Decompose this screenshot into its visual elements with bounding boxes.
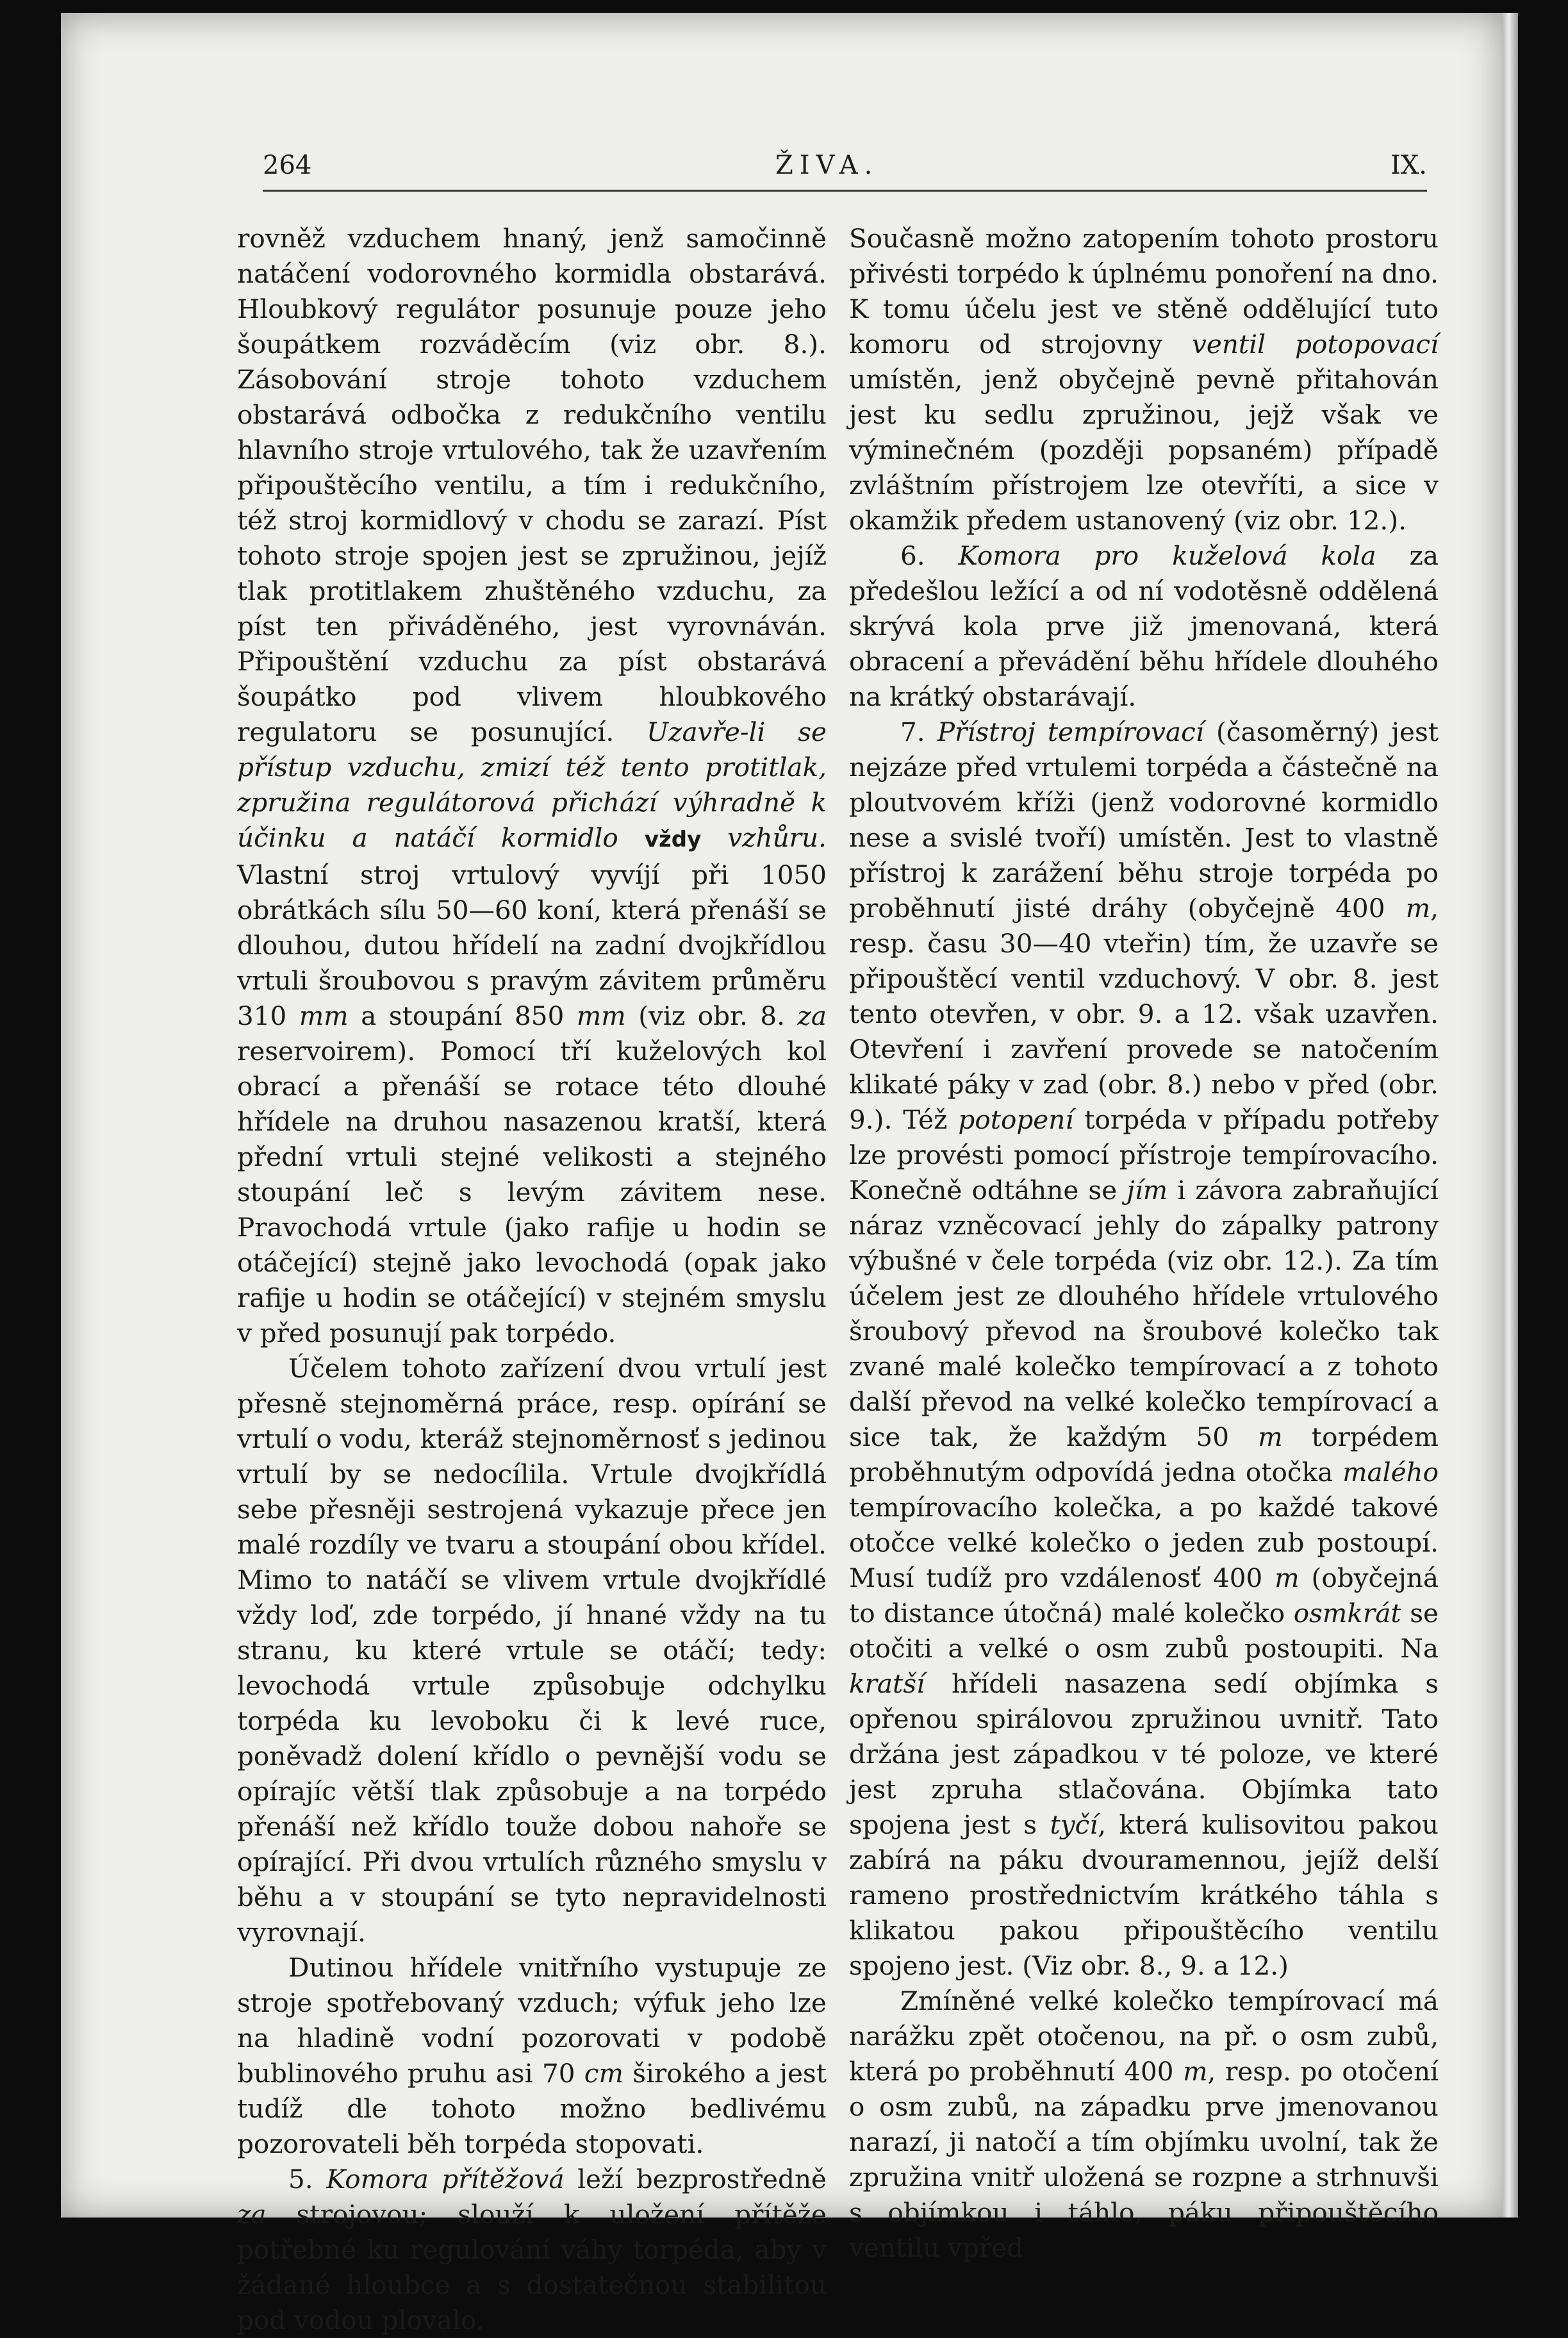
- italic-text: Komora přítěžová: [326, 2164, 565, 2194]
- text-run: strojovou; slouží k uložení přítěže potřebné ku regulování váhy torpéda, aby v žádané hloubce a s dostatečnou stabilitou pod vodou plovalo.: [237, 2199, 827, 2335]
- running-header: [263, 151, 1427, 189]
- text-run: Dutinou hřídele vnitřního vystupuje ze stroje spotřebovaný vzduch; výfuk jeho lze na hladině vodní pozorovati v podobě bublinového pruhu asi 70: [237, 1952, 827, 2089]
- italic-text: jím: [1126, 1175, 1168, 1206]
- text-run: Vlastní stroj vrtulový vyvíjí při 1050 obrátkách sílu 50—60 koní, která přenáší se dlouhou, dutou hřídelí na zadní dvojkřídlou vrtuli šroubovou s pravým závitem průměru 310: [237, 859, 827, 1031]
- text-run: Současně možno zatopením tohoto prostoru přivésti torpédo k úplnému ponoření na dno. K tomu účelu jest ve stěně oddělující tuto komoru od strojovny: [849, 223, 1439, 360]
- bold-text: vždy: [644, 827, 702, 852]
- journal-title: ŽIVA.: [775, 151, 879, 180]
- italic-text: osmkrát: [1293, 1598, 1401, 1629]
- text-run: rovněž vzduchem hnaný, jenž samočinně natáčení vodorovného kormidla obstarává. Hloubkový regulátor posunuje pouze jeho šoupátkem rozváděcím (viz obr. 8.). Zásobování stroje tohoto vzduchem obstarává odbočka z redukčního ventilu hlavního stroje vrtulového, tak že uzavřením připouštěcího ventilu, a tím i redukčního, též stroj kormidlový v chodu se zarazí. Píst tohoto stroje spojen jest se zpružinou, jejíž tlak protitlakem zhuštěného vzduchu, za píst ten přiváděného, jest vyrovnáván. Připouštění vzduchu za píst obstarává šoupátko pod vlivem hloubkového regulatoru se posunující.: [237, 223, 827, 747]
- volume-number: IX.: [1391, 151, 1427, 180]
- text-run: 5.: [288, 2164, 327, 2194]
- text-run: širokého a jest tudíž dle tohoto možno bedlivému pozorovateli běh torpéda stopovati.: [237, 2058, 827, 2159]
- page-number: 264: [263, 151, 312, 180]
- italic-text: malého: [1342, 1457, 1439, 1488]
- header-rule: [263, 190, 1427, 192]
- text-run: a stoupání 850: [348, 1000, 577, 1031]
- italic-text: Přístroj tempírovací: [937, 717, 1204, 747]
- italic-text: m: [1258, 1422, 1283, 1452]
- text-run: (viz obr. 8.: [625, 1000, 798, 1031]
- text-run: torpédem proběhnutým odpovídá jedna otočka: [849, 1422, 1439, 1488]
- italic-text: m: [1405, 893, 1431, 924]
- text-run: 7.: [900, 717, 937, 747]
- paragraph: [237, 1950, 827, 2162]
- text-run: Zmíněné velké kolečko tempírovací má narážku zpět otočenou, na př. o osm zubů, která po proběhnutí 400: [849, 1986, 1439, 2087]
- italic-text: cm: [584, 2058, 623, 2089]
- italic-text: Komora pro kuželová kola: [958, 540, 1376, 571]
- italic-text: tyčí: [1050, 1809, 1098, 1840]
- text-run: i závora zabraňující náraz vzněcovací jehly do zápalky patrony výbušné v čele torpéda (viz obr. 12.). Za tím účelem jest ze dlouhého hřídele vrtulového šroubový převod na šroubové kolečko tak zvané malé kolečko tempírovací a z tohoto další převod na velké kolečko tempírovací a sice tak, že každým 50: [849, 1175, 1439, 1452]
- text-run: za předešlou ležící a od ní vodotěsně oddělená skrývá kola prve již jmenovaná, která obracení a převádění běhu hřídele dlouhého na krátký obstarávají.: [849, 540, 1439, 712]
- italic-text: za: [237, 2199, 267, 2230]
- text-run: (obyčejná to distance útočná) malé kolečko: [849, 1563, 1439, 1629]
- italic-text: m: [1183, 2056, 1208, 2087]
- paragraph: [849, 221, 1439, 538]
- right-column: [849, 221, 1439, 2266]
- text-run: , resp. času 30—40 vteřin) tím, že uzavře se připouštěcí ventil vzduchový. V obr. 8. jest tento otevřen, v obr. 9. a 12. však uzavřen. Otevření i zavření provede se natočením klikaté páky v zad (obr. 8.) nebo v před (obr. 9.). Též: [849, 893, 1439, 1135]
- text-run: , která kulisovitou pakou zabírá na páku dvouramennou, jejíž delší rameno prostřednictvím krátkého táhla s klikatou pakou připouštěcího ventilu spojeno jest. (Viz obr. 8., 9. a 12.): [849, 1809, 1439, 1981]
- left-column: [237, 221, 827, 2338]
- italic-text: mm: [299, 1000, 349, 1031]
- page-edge: [1503, 13, 1518, 2218]
- text-run: se otočiti a velké o osm zubů postoupiti. Na: [849, 1598, 1439, 1664]
- paragraph: [849, 538, 1439, 715]
- italic-text: ventil potopovací: [1191, 329, 1439, 360]
- paragraph: [237, 1351, 827, 1950]
- italic-text: potopení: [958, 1104, 1074, 1135]
- paragraph: [237, 2162, 827, 2338]
- text-run: Účelem tohoto zařízení dvou vrtulí jest přesně stejnoměrná práce, resp. opírání se vrtulí o vodu, kteráž stejnoměrnosť s jedinou vrtulí by se nedocílila. Vrtule dvojkřídlá sebe přesněji sestrojená vykazuje přece jen malé rozdíly ve tvaru a stoupání obou křídel. Mimo to natáčí se vlivem vrtule dvojkřídlé vždy loď, zde torpédo, jí hnané vždy na tu stranu, ku které vrtule se otáčí; tedy: levochodá vrtule způsobuje odchylku torpéda ku levoboku či k levé ruce, poněvadž dolení křídlo o pevnější vodu se opírajíc větší tlak způsobuje a na torpédo přenáší než křídlo touže dobou nahoře se opírající. Při dvou vrtulích různého smyslu v běhu a v stoupání se tyto nepravidelnosti vyrovnají.: [237, 1353, 827, 1948]
- paragraph: [237, 221, 827, 1351]
- text-run: reservoirem). Pomocí tří kuželových kol obrací a přenáší se rotace této dlouhé hřídele na druhou nasazenou kratší, která přední vrtuli stejné velikosti a stejného stoupání leč s levým závitem nese. Pravochodá vrtule (jako rafije u hodin se otáčející) stejně jako levochodá (opak jako rafije u hodin se otáčející) v stejném smyslu v před posunují pak torpédo.: [237, 1036, 827, 1348]
- text-run: , resp. po otočení o osm zubů, na západku prve jmenovanou narazí, ji natočí a tím objímku uvolní, tak že zpružina vnitř uložená se rozpne a strhnuvši s objímkou i táhlo, páku připouštěcího ventilu vpřed: [849, 2056, 1439, 2263]
- italic-text: za: [797, 1000, 827, 1031]
- text-run: tempírovacího kolečka, a po každé takové otočce velké kolečko o jeden zub postoupí. Musí tudíž pro vzdálenosť 400: [849, 1492, 1439, 1593]
- paragraph: [849, 1984, 1439, 2266]
- paragraph: [849, 715, 1439, 1984]
- italic-text: mm: [576, 1000, 626, 1031]
- italic-text: Uzavře-li se přístup vzduchu, zmizí též tento protitlak, zpružina regulátorová přichází výhradně k účinku a natáčí kormidlo: [237, 717, 827, 853]
- italic-text: vzhůru.: [701, 822, 827, 853]
- text-run: leží bezprostředně: [564, 2164, 827, 2194]
- text-run: umístěn, jenž obyčejně pevně přitahován jest ku sedlu zpružinou, jejž však ve výminečném (později popsaném) případě zvláštním přístrojem lze otevříti, a sice v okamžik předem ustanovený (viz obr. 12.).: [849, 364, 1439, 536]
- text-run: 6.: [900, 540, 959, 571]
- italic-text: m: [1275, 1563, 1300, 1593]
- text-run: torpéda v případu potřeby lze provésti pomocí přístroje tempírovacího. Konečně odtáhne se: [849, 1104, 1439, 1206]
- italic-text: kratší: [849, 1668, 925, 1699]
- text-run: hřídeli nasazena sedí objímka s opřenou spirálovou zpružinou uvnitř. Tato držána jest západkou v té poloze, ve které jest zpruha stlačována. Objímka tato spojena jest s: [849, 1668, 1439, 1840]
- text-run: (časoměrný) jest nejzáze před vrtulemi torpéda a částečně na ploutvovém kříži (jenž vodorovné kormidlo nese a svislé tvoří) umístěn. Jest to vlastně přístroj k zarážení běhu stroje torpéda po proběhnutí jisté dráhy (obyčejně 400: [849, 717, 1439, 924]
